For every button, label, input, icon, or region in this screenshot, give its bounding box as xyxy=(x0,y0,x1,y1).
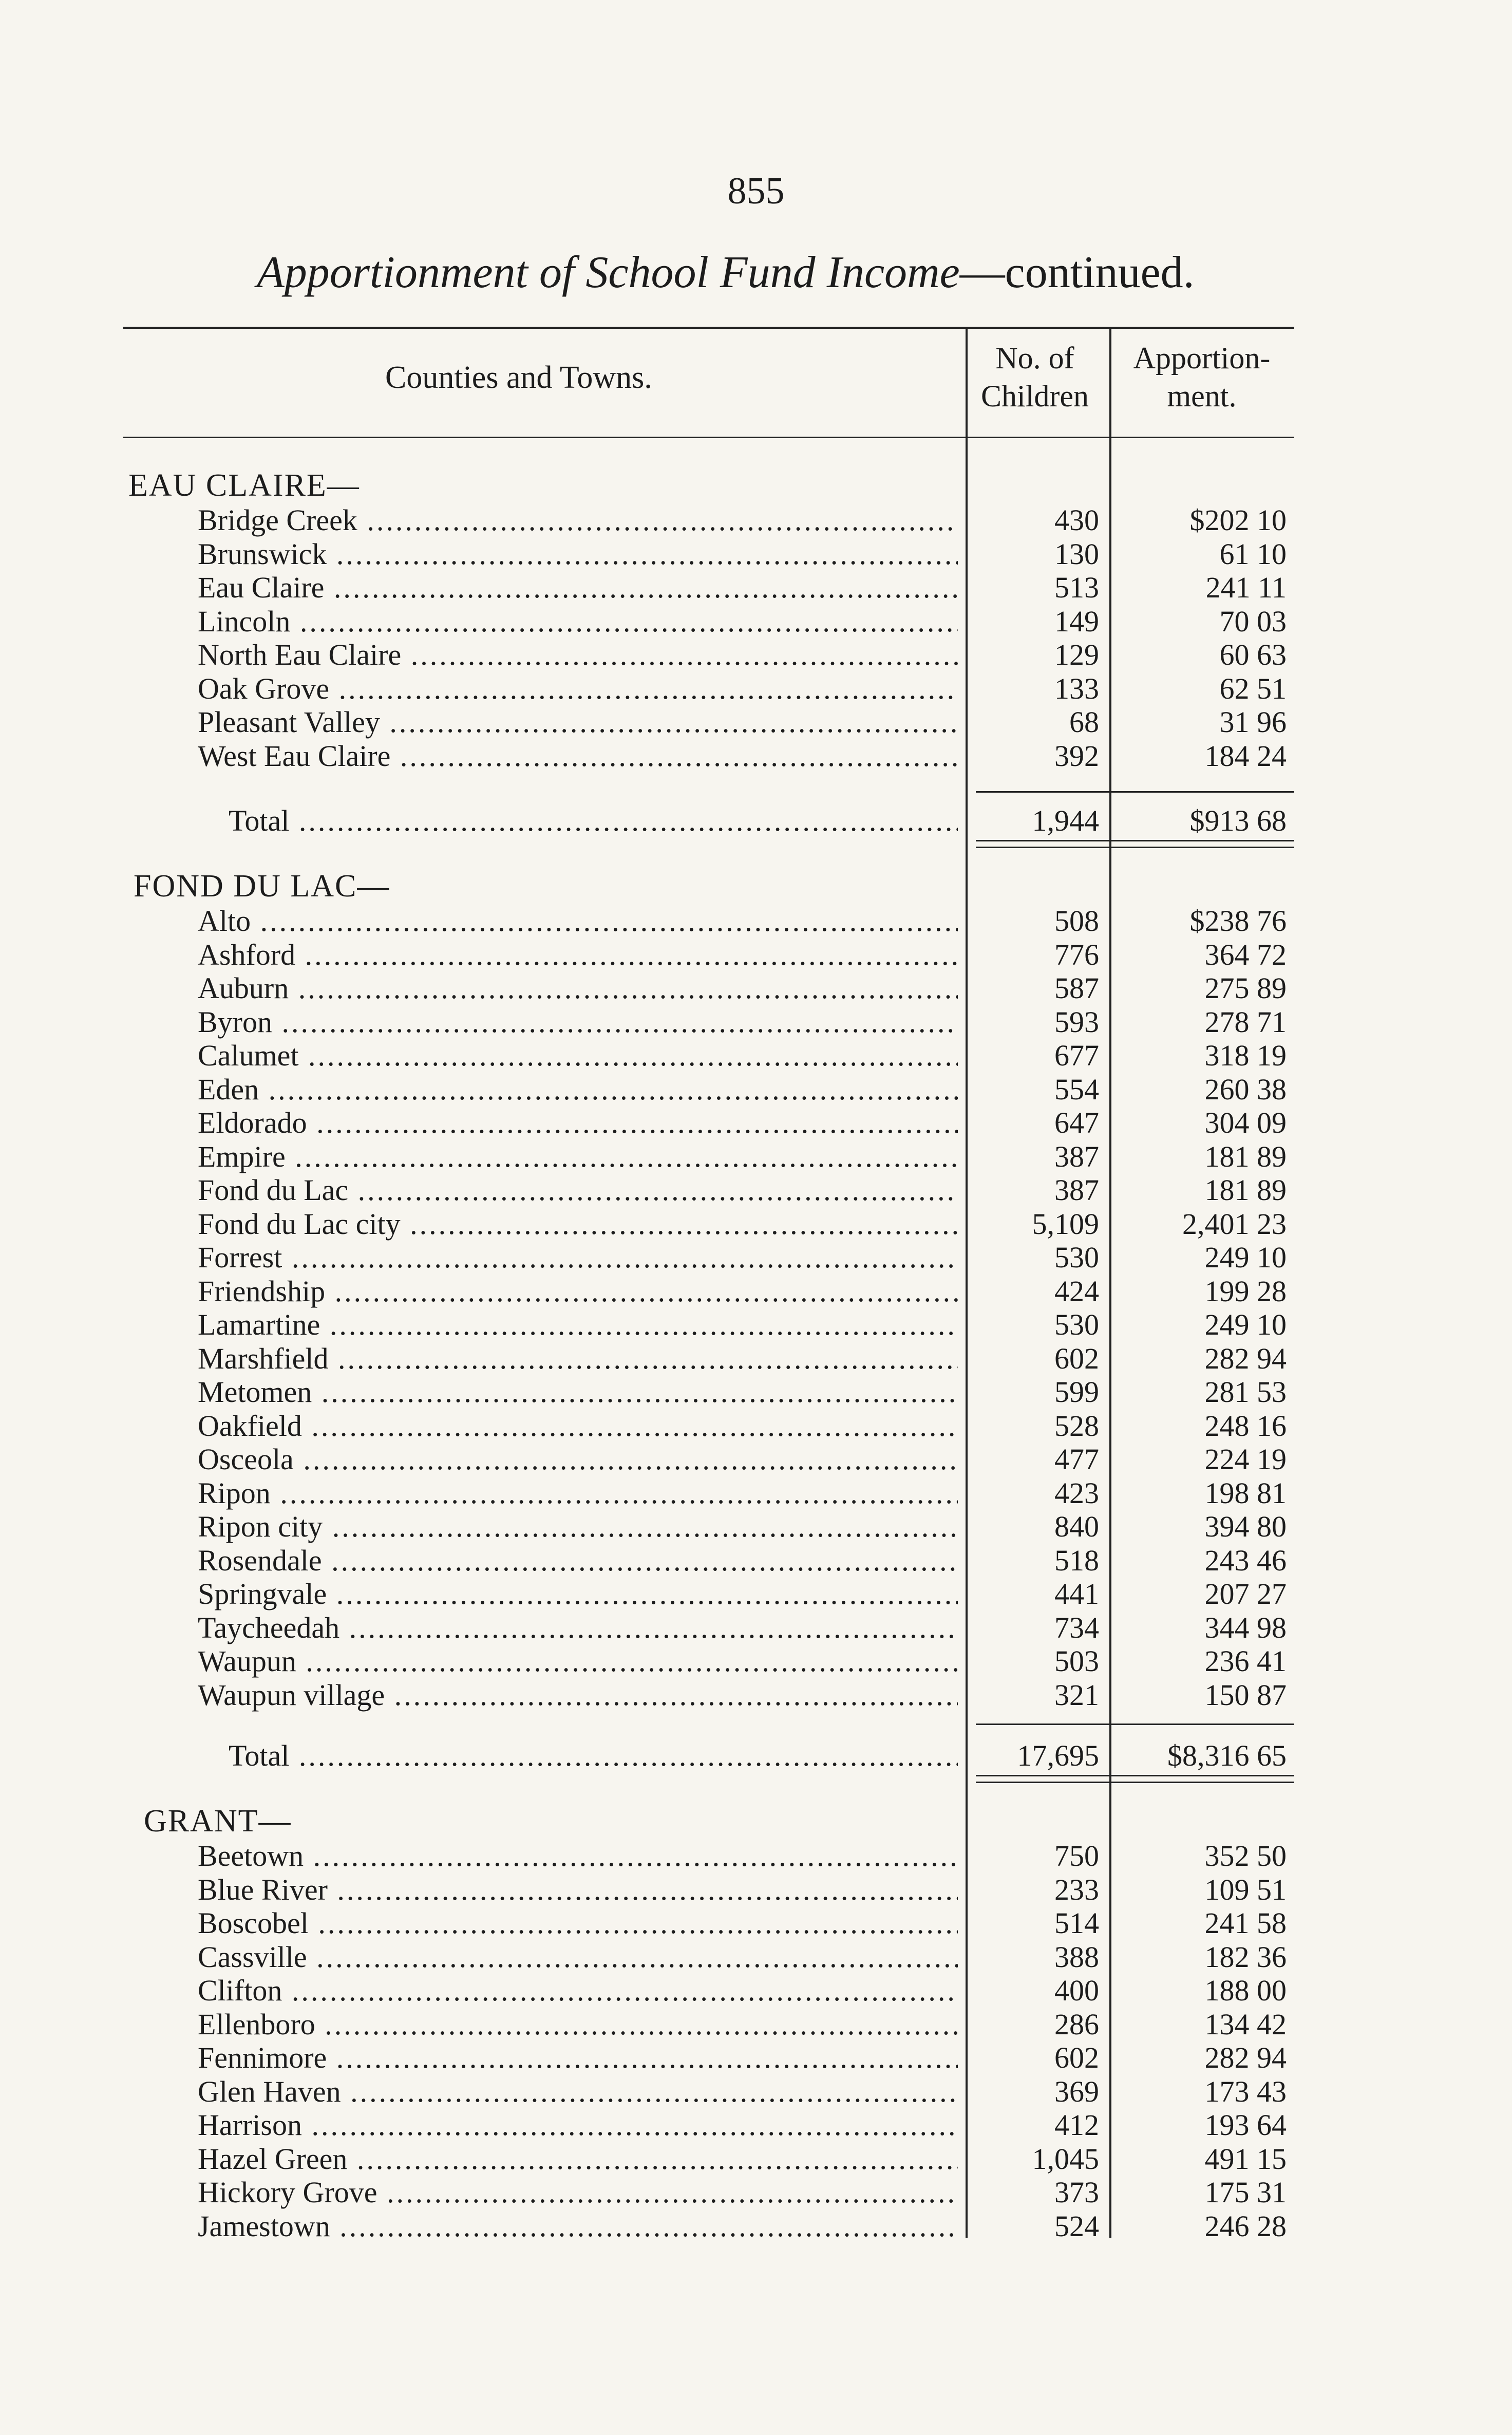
table-row xyxy=(198,971,1287,1005)
table-row xyxy=(198,1510,1287,1544)
table-row xyxy=(198,1275,1287,1308)
town-name: Forrest ..... xyxy=(198,1241,958,1275)
apportionment-amount: 184 24 xyxy=(1204,739,1287,773)
town-name: Glen Haven ..... xyxy=(198,2075,958,2109)
page-title xyxy=(257,247,1195,298)
table-row xyxy=(198,2209,1287,2243)
apportionment-amount: 182 36 xyxy=(1204,1940,1287,1974)
total-row xyxy=(198,804,1287,838)
table-row xyxy=(198,1039,1287,1073)
town-name: Cassville ..... xyxy=(198,1940,958,1974)
town-name: Eldorado ..... xyxy=(198,1106,958,1140)
apportionment-amount: 134 42 xyxy=(1204,2007,1287,2041)
table-row xyxy=(198,537,1287,571)
children-count: 593 xyxy=(1054,1005,1099,1039)
apportionment-amount: 236 41 xyxy=(1204,1644,1287,1678)
children-count: 387 xyxy=(1054,1173,1099,1207)
table-row xyxy=(198,705,1287,739)
apportionment-amount: 282 94 xyxy=(1204,1341,1287,1375)
apportionment-amount: 394 80 xyxy=(1204,1510,1287,1543)
town-name: Taycheedah ..... xyxy=(198,1611,958,1645)
header-apportionment xyxy=(1109,339,1294,415)
children-count: 400 xyxy=(1054,1974,1099,2007)
table-row xyxy=(198,2008,1287,2041)
town-name: Clifton ..... xyxy=(198,1974,958,2008)
town-name: Harrison ..... xyxy=(198,2108,958,2142)
table-row xyxy=(198,1940,1287,1974)
table-row xyxy=(198,1409,1287,1443)
town-name: Marshfield ..... xyxy=(198,1342,958,1376)
apportionment-amount: 281 53 xyxy=(1204,1375,1287,1409)
town-name: Bridge Creek ..... xyxy=(198,503,958,537)
town-name: North Eau Claire ..... xyxy=(198,638,958,672)
apportionment-amount: 241 58 xyxy=(1204,1906,1287,1940)
town-name: Rosendale ..... xyxy=(198,1544,958,1578)
total-label: Total ..... xyxy=(229,1739,958,1773)
table-row xyxy=(198,1443,1287,1476)
town-name: Auburn ..... xyxy=(198,971,958,1005)
apportionment-amount: 282 94 xyxy=(1204,2041,1287,2074)
town-name: Empire ..... xyxy=(198,1140,958,1174)
apportionment-amount: 344 98 xyxy=(1204,1610,1287,1644)
apportionment-amount: 70 03 xyxy=(1219,604,1287,638)
town-name: Jamestown ..... xyxy=(198,2209,958,2243)
town-name: Hickory Grove ..... xyxy=(198,2176,958,2209)
children-count: 392 xyxy=(1054,739,1099,773)
children-count: 602 xyxy=(1054,2041,1099,2074)
table-row xyxy=(198,1873,1287,1907)
town-name: Calumet ..... xyxy=(198,1039,958,1073)
children-count: 530 xyxy=(1054,1308,1099,1341)
total-double-rule xyxy=(976,840,1294,848)
table-row xyxy=(198,2108,1287,2142)
town-name: Oakfield ..... xyxy=(198,1409,958,1443)
town-name: West Eau Claire ..... xyxy=(198,739,958,773)
town-name: Fond du Lac ..... xyxy=(198,1173,958,1207)
children-count: 430 xyxy=(1054,503,1099,537)
header-children-line1: No. of xyxy=(995,341,1074,375)
children-count: 554 xyxy=(1054,1072,1099,1106)
apportionment-amount: $238 76 xyxy=(1189,904,1287,938)
total-children: 17,695 xyxy=(1017,1739,1099,1772)
children-count: 373 xyxy=(1054,2176,1099,2209)
children-count: 1,045 xyxy=(1032,2142,1099,2176)
children-count: 503 xyxy=(1054,1644,1099,1678)
town-name: Eden ..... xyxy=(198,1073,958,1107)
apportionment-amount: 352 50 xyxy=(1204,1839,1287,1872)
apportionment-amount: 31 96 xyxy=(1219,705,1287,739)
table-top-rule xyxy=(123,327,1294,329)
children-count: 477 xyxy=(1054,1443,1099,1476)
children-count: 528 xyxy=(1054,1409,1099,1443)
county-heading: EAU CLAIRE— xyxy=(128,468,360,503)
table-row xyxy=(198,2075,1287,2109)
total-row xyxy=(198,1739,1287,1773)
table-row xyxy=(198,1678,1287,1712)
children-count: 508 xyxy=(1054,904,1099,938)
town-name: Lincoln ..... xyxy=(198,605,958,639)
children-count: 750 xyxy=(1054,1839,1099,1872)
table-row xyxy=(198,1173,1287,1207)
apportionment-amount: 249 10 xyxy=(1204,1241,1287,1274)
apportionment-amount: 150 87 xyxy=(1204,1678,1287,1712)
page-title-italic: Apportionment of School Fund Income xyxy=(257,248,960,297)
table-row xyxy=(198,1611,1287,1645)
apportionment-amount: 193 64 xyxy=(1204,2108,1287,2142)
county-heading: GRANT— xyxy=(144,1804,292,1839)
table-row xyxy=(198,2142,1287,2176)
apportionment-amount: 2,401 23 xyxy=(1182,1207,1287,1241)
table-row xyxy=(198,1207,1287,1241)
table-row xyxy=(198,938,1287,972)
town-name: Fond du Lac city ..... xyxy=(198,1207,958,1241)
table-row xyxy=(198,1476,1287,1510)
town-name: Ashford ..... xyxy=(198,938,958,972)
children-count: 530 xyxy=(1054,1241,1099,1274)
table-row xyxy=(198,1974,1287,2008)
town-name: Brunswick ..... xyxy=(198,537,958,571)
table-row xyxy=(198,503,1287,537)
apportionment-amount: 60 63 xyxy=(1219,638,1287,671)
town-name: Metomen ..... xyxy=(198,1375,958,1409)
apportionment-amount: 175 31 xyxy=(1204,2176,1287,2209)
header-apportionment-line2: ment. xyxy=(1167,379,1237,413)
table-row xyxy=(198,2176,1287,2209)
children-count: 129 xyxy=(1054,638,1099,671)
table-row xyxy=(198,1140,1287,1174)
table-row xyxy=(198,605,1287,639)
town-name: Oak Grove ..... xyxy=(198,672,958,706)
table-row xyxy=(198,1375,1287,1409)
children-count: 513 xyxy=(1054,571,1099,604)
town-name: Boscobel ..... xyxy=(198,1906,958,1940)
total-label: Total ..... xyxy=(229,804,958,838)
table-row xyxy=(198,739,1287,773)
subtotal-rule xyxy=(976,1724,1294,1725)
children-count: 388 xyxy=(1054,1940,1099,1974)
town-name: Waupun ..... xyxy=(198,1644,958,1678)
children-count: 734 xyxy=(1054,1610,1099,1644)
apportionment-amount: 246 28 xyxy=(1204,2209,1287,2243)
table-row xyxy=(198,1106,1287,1140)
town-name: Lamartine ..... xyxy=(198,1308,958,1342)
children-count: 369 xyxy=(1054,2074,1099,2108)
apportionment-amount: $202 10 xyxy=(1189,503,1287,537)
town-name: Friendship ..... xyxy=(198,1275,958,1308)
children-count: 5,109 xyxy=(1032,1207,1099,1241)
children-count: 602 xyxy=(1054,1341,1099,1375)
children-count: 321 xyxy=(1054,1678,1099,1712)
children-count: 286 xyxy=(1054,2007,1099,2041)
header-children xyxy=(966,339,1104,415)
children-count: 599 xyxy=(1054,1375,1099,1409)
apportionment-amount: 173 43 xyxy=(1204,2074,1287,2108)
total-children: 1,944 xyxy=(1032,804,1099,837)
header-apportionment-line1: Apportion- xyxy=(1133,341,1271,375)
children-count: 647 xyxy=(1054,1106,1099,1139)
apportionment-amount: 181 89 xyxy=(1204,1173,1287,1207)
children-count: 587 xyxy=(1054,971,1099,1005)
town-name: Byron ..... xyxy=(198,1005,958,1039)
children-count: 776 xyxy=(1054,938,1099,971)
apportionment-amount: 241 11 xyxy=(1205,571,1287,604)
table-row xyxy=(198,1308,1287,1342)
table-row xyxy=(198,672,1287,706)
town-name: Beetown ..... xyxy=(198,1839,958,1873)
town-name: Ellenboro ..... xyxy=(198,2008,958,2041)
table-row xyxy=(198,1577,1287,1611)
children-count: 441 xyxy=(1054,1577,1099,1610)
apportionment-amount: 491 15 xyxy=(1204,2142,1287,2176)
children-count: 149 xyxy=(1054,604,1099,638)
table-row xyxy=(198,571,1287,605)
header-bottom-rule xyxy=(123,437,1294,438)
table-row xyxy=(198,1544,1287,1578)
children-count: 133 xyxy=(1054,671,1099,705)
page-number: 855 xyxy=(727,170,785,212)
town-name: Ripon city ..... xyxy=(198,1510,958,1544)
header-children-line2: Children xyxy=(981,379,1089,413)
children-count: 387 xyxy=(1054,1139,1099,1173)
apportionment-amount: 249 10 xyxy=(1204,1308,1287,1341)
apportionment-amount: 278 71 xyxy=(1204,1005,1287,1039)
children-count: 68 xyxy=(1069,705,1099,739)
page-title-suffix: —continued. xyxy=(959,248,1195,297)
subtotal-rule xyxy=(976,791,1294,793)
children-count: 412 xyxy=(1054,2108,1099,2142)
children-count: 840 xyxy=(1054,1510,1099,1543)
children-count: 424 xyxy=(1054,1274,1099,1308)
table-row xyxy=(198,904,1287,938)
apportionment-amount: 181 89 xyxy=(1204,1139,1287,1173)
children-count: 524 xyxy=(1054,2209,1099,2243)
total-amount: $913 68 xyxy=(1189,804,1287,837)
apportionment-amount: 224 19 xyxy=(1204,1443,1287,1476)
apportionment-amount: 188 00 xyxy=(1204,1974,1287,2007)
table-row xyxy=(198,1839,1287,1873)
children-count: 518 xyxy=(1054,1543,1099,1577)
apportionment-amount: 248 16 xyxy=(1204,1409,1287,1443)
apportionment-amount: 109 51 xyxy=(1204,1872,1287,1906)
town-name: Pleasant Valley ..... xyxy=(198,705,958,739)
apportionment-amount: 62 51 xyxy=(1219,671,1287,705)
table-row xyxy=(198,1005,1287,1039)
table-row xyxy=(198,1644,1287,1678)
children-count: 233 xyxy=(1054,1872,1099,1906)
table-row xyxy=(198,2041,1287,2075)
town-name: Osceola ..... xyxy=(198,1443,958,1476)
header-counties: Counties and Towns. xyxy=(385,360,652,395)
county-heading: FOND DU LAC— xyxy=(134,869,390,904)
children-count: 130 xyxy=(1054,537,1099,571)
total-double-rule xyxy=(976,1775,1294,1783)
apportionment-amount: 304 09 xyxy=(1204,1106,1287,1139)
apportionment-amount: 260 38 xyxy=(1204,1072,1287,1106)
table-row xyxy=(198,1073,1287,1107)
town-name: Ripon ..... xyxy=(198,1476,958,1510)
town-name: Alto ..... xyxy=(198,904,958,938)
table-row xyxy=(198,1906,1287,1940)
apportionment-amount: 243 46 xyxy=(1204,1543,1287,1577)
apportionment-amount: 198 81 xyxy=(1204,1476,1287,1510)
table-row xyxy=(198,1342,1287,1376)
apportionment-amount: 199 28 xyxy=(1204,1274,1287,1308)
children-count: 423 xyxy=(1054,1476,1099,1510)
town-name: Springvale ..... xyxy=(198,1577,958,1611)
apportionment-amount: 61 10 xyxy=(1219,537,1287,571)
children-count: 677 xyxy=(1054,1039,1099,1072)
town-name: Eau Claire ..... xyxy=(198,571,958,605)
table-row xyxy=(198,1241,1287,1275)
town-name: Blue River ..... xyxy=(198,1873,958,1907)
apportionment-amount: 275 89 xyxy=(1204,971,1287,1005)
children-count: 514 xyxy=(1054,1906,1099,1940)
table-row xyxy=(198,638,1287,672)
apportionment-amount: 318 19 xyxy=(1204,1039,1287,1072)
town-name: Hazel Green ..... xyxy=(198,2142,958,2176)
apportionment-amount: 364 72 xyxy=(1204,938,1287,971)
apportionment-amount: 207 27 xyxy=(1204,1577,1287,1610)
town-name: Fennimore ..... xyxy=(198,2041,958,2075)
total-amount: $8,316 65 xyxy=(1167,1739,1287,1772)
town-name: Waupun village ..... xyxy=(198,1678,958,1712)
